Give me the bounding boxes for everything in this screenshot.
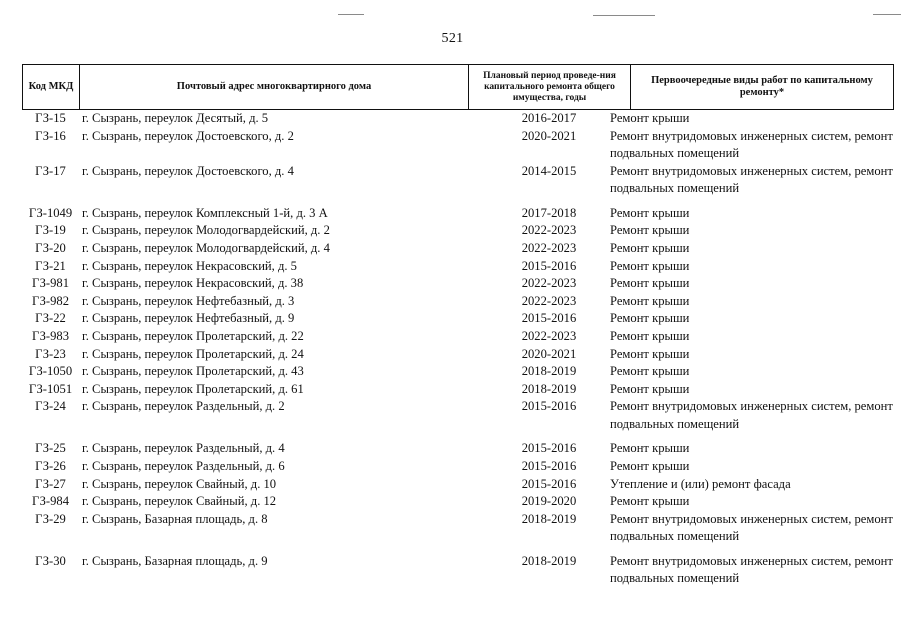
row-address: г. Сызрань, переулок Молодогвардейский, д. 4 xyxy=(82,240,330,255)
row-period: 2022-2023 xyxy=(521,240,577,255)
row-period: 2015-2016 xyxy=(521,476,577,491)
row-period: 2020-2021 xyxy=(521,346,577,361)
row-address: г. Сызрань, Базарная площадь, д. 8 xyxy=(82,511,268,526)
scan-artifact-line xyxy=(338,14,364,15)
row-address: г. Сызрань, переулок Раздельный, д. 2 xyxy=(82,399,285,414)
row-period: 2018-2019 xyxy=(521,364,577,379)
row-code: ГЗ-982 xyxy=(32,293,69,308)
row-period: 2018-2019 xyxy=(521,511,577,526)
row-period: 2016-2017 xyxy=(521,111,577,125)
header-works: Первоочередные виды работ по капитальному ремонту* xyxy=(651,75,873,98)
page-number: 521 xyxy=(441,31,464,46)
table-row xyxy=(22,398,894,440)
header-code: Код МКД xyxy=(23,65,80,109)
table-row xyxy=(22,476,894,494)
row-period: 2017-2018 xyxy=(521,205,577,220)
row-works: Ремонт крыши xyxy=(610,111,690,125)
row-address: г. Сызрань, переулок Десятый, д. 5 xyxy=(82,111,269,125)
row-works: Ремонт крыши xyxy=(610,441,690,456)
table-row xyxy=(22,275,894,293)
row-address: г. Сызрань, переулок Нефтебазный, д. 3 xyxy=(82,293,295,308)
row-code: ГЗ-19 xyxy=(35,223,66,238)
row-address: г. Сызрань, переулок Пролетарский, д. 22 xyxy=(82,328,304,343)
row-works: Ремонт крыши xyxy=(610,311,690,326)
row-works: Ремонт крыши xyxy=(610,364,690,379)
header-address: Почтовый адрес многоквартирного дома xyxy=(80,65,469,109)
row-code: ГЗ-29 xyxy=(35,511,66,526)
table-row xyxy=(22,440,894,458)
row-code: ГЗ-22 xyxy=(35,311,66,326)
row-address: г. Сызрань, переулок Некрасовский, д. 38 xyxy=(82,276,304,291)
row-period: 2022-2023 xyxy=(521,328,577,343)
row-works: Ремонт крыши xyxy=(610,346,690,361)
row-works: Ремонт крыши xyxy=(610,258,690,273)
table-row xyxy=(22,222,894,240)
table-row xyxy=(22,110,894,128)
row-address: г. Сызрань, переулок Нефтебазный, д. 9 xyxy=(82,311,295,326)
row-period: 2018-2019 xyxy=(521,553,577,568)
row-code: ГЗ-981 xyxy=(32,276,69,291)
table-row xyxy=(22,258,894,276)
row-code: ГЗ-21 xyxy=(35,258,66,273)
row-address: г. Сызрань, переулок Свайный, д. 12 xyxy=(82,494,277,509)
row-works: Ремонт крыши xyxy=(610,223,690,238)
row-period: 2020-2021 xyxy=(521,128,577,143)
row-period: 2015-2016 xyxy=(521,311,577,326)
row-period: 2019-2020 xyxy=(521,494,577,509)
row-code: ГЗ-24 xyxy=(35,399,66,414)
table-row xyxy=(22,511,894,553)
row-code: ГЗ-16 xyxy=(35,128,66,143)
table-row xyxy=(22,363,894,381)
row-code: ГЗ-27 xyxy=(35,476,66,491)
table-row xyxy=(22,128,894,163)
row-period: 2015-2016 xyxy=(521,399,577,414)
row-period: 2018-2019 xyxy=(521,381,577,396)
row-code: ГЗ-984 xyxy=(32,494,69,509)
row-code: ГЗ-15 xyxy=(35,111,66,125)
row-works: Утепление и (или) ремонт фасада xyxy=(610,476,791,491)
row-code: ГЗ-26 xyxy=(35,458,66,473)
table-row xyxy=(22,493,894,511)
row-works: Ремонт крыши xyxy=(610,328,690,343)
row-code: ГЗ-983 xyxy=(32,328,69,343)
row-address: г. Сызрань, переулок Пролетарский, д. 24 xyxy=(82,346,304,361)
row-period: 2015-2016 xyxy=(521,258,577,273)
row-period: 2022-2023 xyxy=(521,293,577,308)
row-works: Ремонт крыши xyxy=(610,381,690,396)
row-works: Ремонт внутридомовых инженерных систем, ремонт подвальных помещений xyxy=(610,163,893,196)
row-code: ГЗ-30 xyxy=(35,553,66,568)
row-address: г. Сызрань, переулок Комплексный 1-й, д. 3 А xyxy=(82,205,328,220)
row-address: г. Сызрань, переулок Свайный, д. 10 xyxy=(82,476,277,491)
row-address: г. Сызрань, переулок Раздельный, д. 6 xyxy=(82,458,285,473)
table-row xyxy=(22,310,894,328)
row-address: г. Сызрань, переулок Пролетарский, д. 43 xyxy=(82,364,304,379)
row-code: ГЗ-25 xyxy=(35,441,66,456)
table-row xyxy=(22,346,894,364)
row-code: ГЗ-1051 xyxy=(28,381,73,396)
row-address: г. Сызрань, переулок Некрасовский, д. 5 xyxy=(82,258,297,273)
row-code: ГЗ-1049 xyxy=(28,205,73,220)
table-row xyxy=(22,458,894,476)
table-row xyxy=(22,328,894,346)
scan-artifact-line xyxy=(873,14,901,15)
row-period: 2015-2016 xyxy=(521,441,577,456)
row-works: Ремонт внутридомовых инженерных систем, ремонт подвальных помещений xyxy=(610,399,893,431)
table-row xyxy=(22,205,894,223)
table-row xyxy=(22,163,894,205)
row-period: 2022-2023 xyxy=(521,223,577,238)
row-address: г. Сызрань, Базарная площадь, д. 9 xyxy=(82,553,268,568)
table-row xyxy=(22,381,894,399)
table-header xyxy=(22,64,894,110)
row-code: ГЗ-20 xyxy=(35,240,66,255)
row-address: г. Сызрань, переулок Раздельный, д. 4 xyxy=(82,441,285,456)
row-works: Ремонт внутридомовых инженерных систем, ремонт подвальных помещений xyxy=(610,553,893,586)
table-body xyxy=(22,110,894,588)
row-period: 2022-2023 xyxy=(521,276,577,291)
row-works: Ремонт крыши xyxy=(610,293,690,308)
row-period: 2014-2015 xyxy=(521,163,577,178)
table-row xyxy=(22,553,894,588)
row-address: г. Сызрань, переулок Достоевского, д. 4 xyxy=(82,163,294,178)
table-row xyxy=(22,240,894,258)
row-works: Ремонт крыши xyxy=(610,276,690,291)
row-works: Ремонт внутридомовых инженерных систем, ремонт подвальных помещений xyxy=(610,511,893,544)
header-period: Плановый период проведе-ния капитального ремонта общего имущества, годы xyxy=(469,65,631,109)
row-code: ГЗ-17 xyxy=(35,163,66,178)
row-works: Ремонт крыши xyxy=(610,458,690,473)
row-works: Ремонт внутридомовых инженерных систем, ремонт подвальных помещений xyxy=(610,128,893,161)
row-works: Ремонт крыши xyxy=(610,240,690,255)
row-code: ГЗ-23 xyxy=(35,346,66,361)
row-code: ГЗ-1050 xyxy=(28,364,73,379)
row-address: г. Сызрань, переулок Пролетарский, д. 61 xyxy=(82,381,304,396)
row-address: г. Сызрань, переулок Достоевского, д. 2 xyxy=(82,128,294,143)
row-works: Ремонт крыши xyxy=(610,494,690,509)
scan-artifact-line xyxy=(593,15,655,16)
row-period: 2015-2016 xyxy=(521,458,577,473)
row-address: г. Сызрань, переулок Молодогвардейский, д. 2 xyxy=(82,223,330,238)
row-works: Ремонт крыши xyxy=(610,205,690,220)
table-row xyxy=(22,293,894,311)
